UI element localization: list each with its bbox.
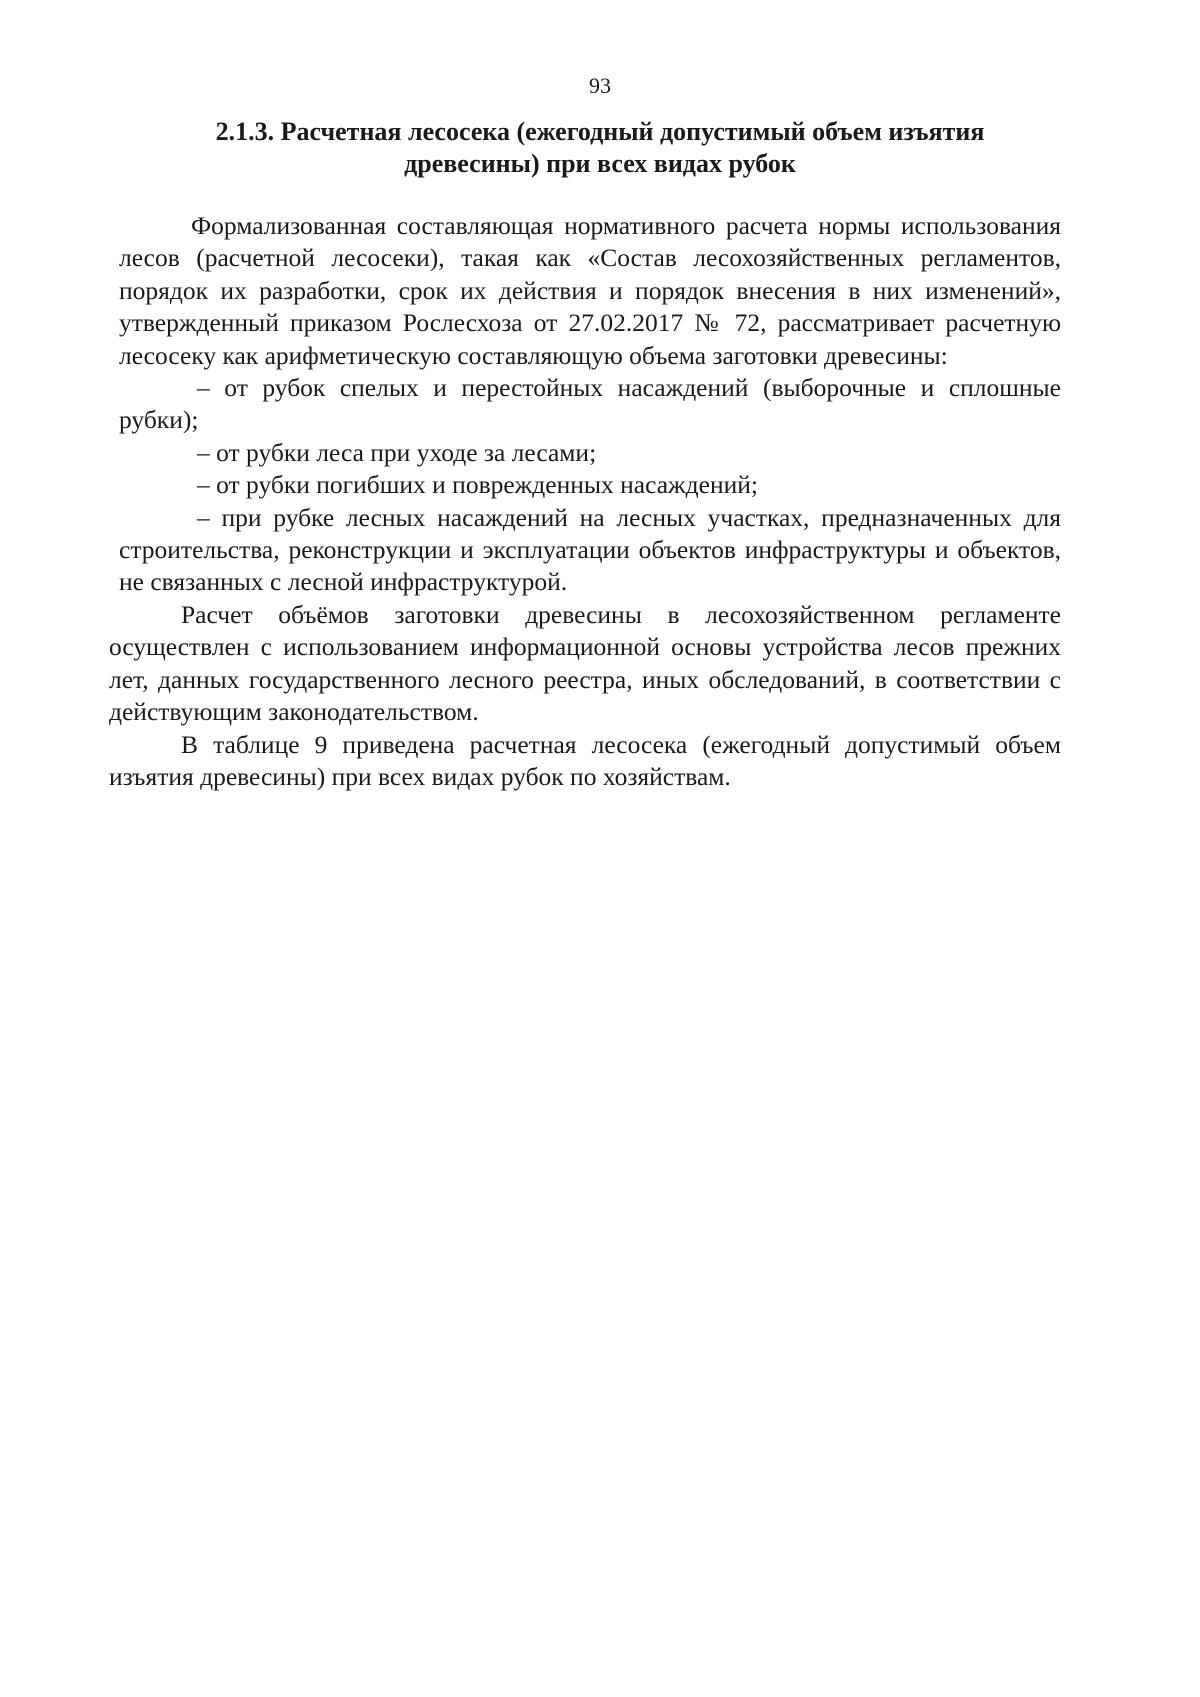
section-heading xyxy=(150,116,1050,180)
list-item: – от рубки леса при уходе за лесами; xyxy=(197,437,597,467)
list-item: – от рубки погибших и поврежденных насаждений; xyxy=(197,470,758,500)
body-text xyxy=(109,210,1061,793)
paragraph-calculation: Расчет объёмов заготовки древесины в лесохозяйственном регламенте осуществлен с использованием информационной основы устройства лесов прежних лет, данных государственного лесного реестра, иных обследований, в соответствии с действующим законодательством. xyxy=(109,599,1061,727)
section-heading-line-1: 2.1.3. Расчетная лесосека (ежегодный допустимый объем изъятия xyxy=(215,117,985,146)
section-heading-line-2: древесины) при всех видах рубок xyxy=(404,149,796,178)
list-item: – от рубок спелых и перестойных насаждений (выборочные и сплошные рубки); xyxy=(119,373,1061,435)
paragraph-table-reference: В таблице 9 приведена расчетная лесосека (ежегодный допустимый объем изъятия древесины) при всех видах рубок по хозяйствам. xyxy=(109,729,1061,791)
list-item: – при рубке лесных насаждений на лесных участках, предназначенных для строительства, реконструкции и эксплуатации объектов инфраструктуры и объектов, не связанных с лесной инфраструктурой. xyxy=(119,502,1061,597)
page-number: 93 xyxy=(589,73,611,98)
paragraph-intro: Формализованная составляющая нормативного расчета нормы использования лесов (расчетной лесосеки), такая как «Состав лесохозяйственных регламентов, порядок их разработки, срок их действия и порядок внесения в них изменений», утвержденный приказом Рослесхоза от 27.02.2017 № 72, рассматривает расчетную лесосеку как арифметическую составляющую объема заготовки древесины: xyxy=(119,211,1061,370)
